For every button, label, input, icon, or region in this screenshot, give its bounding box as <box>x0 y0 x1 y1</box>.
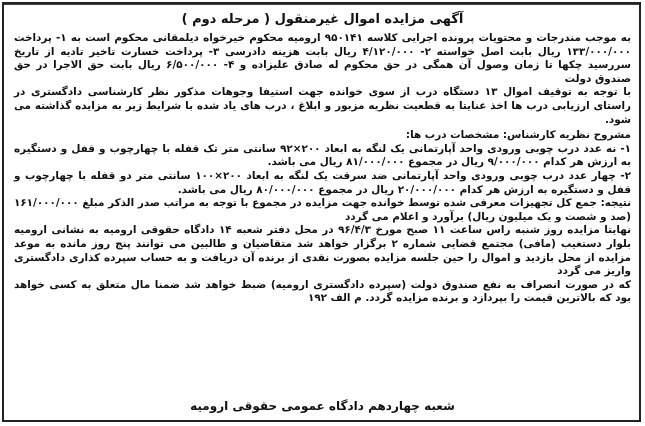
expert-opinion-heading: مشروح نظریه کارشناس: مشخصات درب ها: <box>405 129 631 142</box>
item-2-paragraph: ۲- چهار عدد درب چوبی ورودی واحد آپارتمانی ضد سرقت یک لنگه به ابعاد ۲۰۰×۱۰۰ سانتی متر دو قفله با چهارچوب و قفل و دستگیره به ارزش هر کدام ۲۰/۰۰۰/۰۰۰ ریال در مجموع ۸۰/۰۰۰/۰۰۰ ریال می باشد. <box>14 169 631 196</box>
item-1-paragraph: ۱- نه عدد درب چوبی ورودی واحد آپارتمانی یک لنگه به ابعاد ۲۰۰×۹۲ سانتی متر تک قفله با چهارچوب و قفل و دستگیره به ارزش هر کدام ۹/۰۰۰/۰۰۰ ریال در مجموع ۸۱/۰۰۰/۰۰۰ ریال می باشد. <box>14 142 631 169</box>
closing-paragraph: که در صورت انصراف به نفع صندوق دولت (سپرده دادگستری ارومیه) ضبط خواهد شد ضمنا مال متعلق به کسی خواهد بود که بالاترین قیمت را بپردازد و برنده مزایده گردد. م الف ۱۹۲ <box>14 278 631 305</box>
auction-details-paragraph: نهایتا مزایده روز شنبه راس ساعت ۱۱ صبح مورخ ۹۶/۴/۳ در محل دفتر شعبه ۱۴ دادگاه حقوقی ارومیه به نشانی ارومیه بلوار دستغیب (مافی) مجتمع قضایی شماره ۲ برگزار خواهد شد متقاضیان و طالبین می توانند پنج روز مانده به موعد مزایده از محل بازدید و اموال را حین جلسه مزایده بصورت نقدی از برنده آن دریافت و به حساب سپرده کذاری دادگستری واریز می گردد <box>14 224 631 278</box>
intro-paragraph: به موجب مندرجات و محتویات پرونده اجرایی کلاسه ۹۵۰۱۴۱ ارومیه محکوم خیرخواه دیلمقانی محکوم است به ۱- پرداخت ۱۳۳/۰۰۰/۰۰۰ ریال بابت اصل خواسته ۲- ۴/۱۲۰/۰۰۰ ریال بابت هزینه دادرسی ۳- پرداخت خسارت تاخیر تادیه از تاریخ سررسید چکها تا زمان وصول آن همگی در حق محکوم له صادق علیزاده و ۴- ۶/۵۰۰/۰۰۰ ریال بابت حق الاجرا در حق صندوق دولت <box>14 32 632 85</box>
result-paragraph: نتیجه: جمع کل تجهیزات معرفی شده توسط خوانده جهت مزایده در مجموع با توجه به مراتب صدر الذکر مبلغ ۱۶۱/۰۰۰/۰۰۰ (صد و شصت و یک میلیون ریال) برآورد و اعلام می گردد <box>14 197 631 223</box>
notice-title: آگهی مزایده اموال غیرمنقول ( مرحله دوم ) <box>181 12 464 27</box>
notice-body <box>14 32 631 306</box>
seizure-paragraph: با توجه به توقیف اموال ۱۳ دستگاه درب از سوی خوانده جهت استیفا وجوهات مذکور نظر کارشناسی دادگستری در راستای ارزیابی درب ها اخذ عنایتا به قطعیت نظریه مزبور و ابلاغ ، درب های یاد شده با شرایط زیر به مزایده گذاشته می شود. <box>14 86 631 126</box>
court-signature: شعبه چهاردهم دادگاه عمومی حقوقی ارومیه <box>190 399 455 413</box>
